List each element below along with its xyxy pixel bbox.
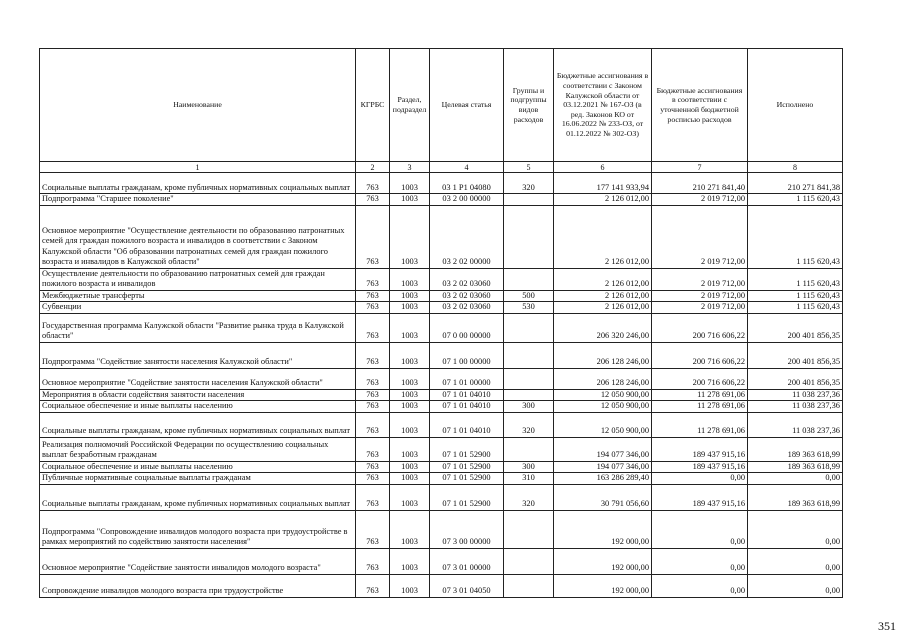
row-group: 310 — [504, 473, 554, 485]
row-budget-law: 206 320 246,00 — [554, 313, 652, 342]
row-name: Основное мероприятие "Осуществление деятельности по образованию патронатных семей для граждан пожилого возраста и инвалидов в соответствии с Законом Калужской области "Об образовании патронатных семей для граждан пожилого возраста и инвалидов в Калужской области" — [40, 205, 356, 268]
row-budget-law: 2 126 012,00 — [554, 194, 652, 206]
row-executed: 11 038 237,36 — [748, 412, 843, 437]
row-budget-refined: 11 278 691,06 — [652, 412, 748, 437]
row-section: 1003 — [390, 268, 430, 290]
row-group: 320 — [504, 484, 554, 510]
row-kgrbs: 763 — [356, 205, 390, 268]
row-name: Осуществление деятельности по образованию патронатных семей для граждан пожилого возраста и инвалидов — [40, 268, 356, 290]
row-group — [504, 510, 554, 548]
row-target: 07 1 01 52900 — [430, 473, 504, 485]
row-kgrbs: 763 — [356, 389, 390, 401]
row-group: 320 — [504, 173, 554, 194]
table-row — [40, 205, 843, 268]
row-kgrbs: 763 — [356, 437, 390, 461]
row-budget-law: 2 126 012,00 — [554, 302, 652, 314]
row-budget-refined: 0,00 — [652, 510, 748, 548]
row-section: 1003 — [390, 368, 430, 389]
row-group — [504, 574, 554, 597]
row-group: 500 — [504, 290, 554, 302]
page-number: 351 — [878, 619, 896, 633]
table-row — [40, 173, 843, 194]
column-number: 8 — [748, 162, 843, 173]
row-budget-law: 30 791 056,60 — [554, 484, 652, 510]
row-kgrbs: 763 — [356, 313, 390, 342]
header-budget-refined: Бюджетные ассигнования в соответствии с уточненной бюджетной росписью расходов — [652, 49, 748, 162]
table-row — [40, 290, 843, 302]
row-section: 1003 — [390, 205, 430, 268]
row-group — [504, 548, 554, 574]
row-budget-refined: 2 019 712,00 — [652, 205, 748, 268]
row-executed: 189 363 618,99 — [748, 437, 843, 461]
row-target: 07 1 01 04010 — [430, 412, 504, 437]
row-name: Социальные выплаты гражданам, кроме публичных нормативных социальных выплат — [40, 484, 356, 510]
header-groups: Группы и подгруппы видов расходов — [504, 49, 554, 162]
row-budget-law: 192 000,00 — [554, 574, 652, 597]
row-name: Подпрограмма "Содействие занятости населения Калужской области" — [40, 342, 356, 368]
row-target: 07 1 01 52900 — [430, 437, 504, 461]
table-row — [40, 268, 843, 290]
row-name: Подпрограмма "Сопровождение инвалидов молодого возраста при трудоустройстве в рамках мероприятий по содействию занятости населения" — [40, 510, 356, 548]
row-name: Мероприятия в области содействия занятости населения — [40, 389, 356, 401]
row-target: 03 2 00 00000 — [430, 194, 504, 206]
row-kgrbs: 763 — [356, 368, 390, 389]
row-target: 03 1 Р1 04080 — [430, 173, 504, 194]
row-budget-refined: 2 019 712,00 — [652, 290, 748, 302]
row-target: 07 0 00 00000 — [430, 313, 504, 342]
row-kgrbs: 763 — [356, 342, 390, 368]
row-executed: 200 401 856,35 — [748, 342, 843, 368]
table-row — [40, 342, 843, 368]
row-budget-law: 194 077 346,00 — [554, 437, 652, 461]
row-target: 07 1 01 00000 — [430, 368, 504, 389]
column-number: 5 — [504, 162, 554, 173]
table-row — [40, 302, 843, 314]
row-section: 1003 — [390, 313, 430, 342]
row-executed: 200 401 856,35 — [748, 368, 843, 389]
row-budget-law: 192 000,00 — [554, 510, 652, 548]
column-number: 4 — [430, 162, 504, 173]
row-budget-refined: 189 437 915,16 — [652, 461, 748, 473]
row-executed: 11 038 237,36 — [748, 401, 843, 413]
row-name: Основное мероприятие "Содействие занятости населения Калужской области" — [40, 368, 356, 389]
row-group — [504, 437, 554, 461]
row-name: Сопровождение инвалидов молодого возраста при трудоустройстве — [40, 574, 356, 597]
row-budget-refined: 189 437 915,16 — [652, 484, 748, 510]
row-section: 1003 — [390, 473, 430, 485]
row-budget-law: 177 141 933,94 — [554, 173, 652, 194]
row-executed: 1 115 620,43 — [748, 205, 843, 268]
row-target: 07 1 01 52900 — [430, 484, 504, 510]
row-kgrbs: 763 — [356, 302, 390, 314]
row-budget-refined: 2 019 712,00 — [652, 302, 748, 314]
row-kgrbs: 763 — [356, 268, 390, 290]
budget-table — [39, 48, 843, 598]
row-kgrbs: 763 — [356, 173, 390, 194]
row-executed: 0,00 — [748, 574, 843, 597]
row-group — [504, 205, 554, 268]
row-group — [504, 313, 554, 342]
row-budget-refined: 0,00 — [652, 473, 748, 485]
row-budget-refined: 0,00 — [652, 574, 748, 597]
row-section: 1003 — [390, 173, 430, 194]
row-group — [504, 194, 554, 206]
row-group — [504, 342, 554, 368]
row-budget-refined: 210 271 841,40 — [652, 173, 748, 194]
column-number: 6 — [554, 162, 652, 173]
row-kgrbs: 763 — [356, 412, 390, 437]
row-section: 1003 — [390, 194, 430, 206]
row-name: Социальные выплаты гражданам, кроме публичных нормативных социальных выплат — [40, 173, 356, 194]
row-group — [504, 389, 554, 401]
row-target: 03 2 02 03060 — [430, 290, 504, 302]
row-budget-law: 2 126 012,00 — [554, 290, 652, 302]
column-number: 2 — [356, 162, 390, 173]
row-target: 03 2 02 03060 — [430, 302, 504, 314]
row-section: 1003 — [390, 412, 430, 437]
row-target: 07 1 01 52900 — [430, 461, 504, 473]
row-kgrbs: 763 — [356, 473, 390, 485]
row-budget-law: 163 286 289,40 — [554, 473, 652, 485]
row-budget-refined: 200 716 606,22 — [652, 313, 748, 342]
row-section: 1003 — [390, 290, 430, 302]
row-group: 320 — [504, 412, 554, 437]
table-body — [40, 173, 843, 598]
table-row — [40, 473, 843, 485]
row-executed: 189 363 618,99 — [748, 461, 843, 473]
row-section: 1003 — [390, 574, 430, 597]
header-name: Наименование — [40, 49, 356, 162]
row-name: Субвенции — [40, 302, 356, 314]
row-budget-refined: 0,00 — [652, 548, 748, 574]
row-executed: 1 115 620,43 — [748, 194, 843, 206]
row-name: Государственная программа Калужской области "Развитие рынка труда в Калужской области" — [40, 313, 356, 342]
header-target: Целевая статья — [430, 49, 504, 162]
row-budget-refined: 189 437 915,16 — [652, 437, 748, 461]
row-group — [504, 368, 554, 389]
row-executed: 1 115 620,43 — [748, 290, 843, 302]
row-budget-law: 2 126 012,00 — [554, 205, 652, 268]
row-target: 03 2 02 03060 — [430, 268, 504, 290]
table-row — [40, 461, 843, 473]
column-number: 1 — [40, 162, 356, 173]
row-group: 530 — [504, 302, 554, 314]
row-target: 03 2 02 00000 — [430, 205, 504, 268]
row-target: 07 1 01 04010 — [430, 401, 504, 413]
row-kgrbs: 763 — [356, 510, 390, 548]
row-executed: 210 271 841,38 — [748, 173, 843, 194]
row-budget-law: 194 077 346,00 — [554, 461, 652, 473]
row-group — [504, 268, 554, 290]
row-section: 1003 — [390, 548, 430, 574]
row-executed: 1 115 620,43 — [748, 302, 843, 314]
row-target: 07 3 00 00000 — [430, 510, 504, 548]
row-budget-refined: 2 019 712,00 — [652, 268, 748, 290]
row-group: 300 — [504, 401, 554, 413]
row-target: 07 3 01 00000 — [430, 548, 504, 574]
row-budget-law: 12 050 900,00 — [554, 412, 652, 437]
row-name: Публичные нормативные социальные выплаты гражданам — [40, 473, 356, 485]
row-kgrbs: 763 — [356, 484, 390, 510]
row-budget-refined: 2 019 712,00 — [652, 194, 748, 206]
table-row — [40, 313, 843, 342]
header-budget-law: Бюджетные ассигнования в соответствии с Законом Калужской области от 03.12.2021 № 167-ОЗ (в ред. Законов КО от 16.06.2022 № 233-ОЗ, от 01.12.2022 № 302-ОЗ) — [554, 49, 652, 162]
column-number: 7 — [652, 162, 748, 173]
row-kgrbs: 763 — [356, 194, 390, 206]
row-name: Социальное обеспечение и иные выплаты населению — [40, 461, 356, 473]
row-executed: 0,00 — [748, 548, 843, 574]
row-section: 1003 — [390, 484, 430, 510]
row-section: 1003 — [390, 401, 430, 413]
row-budget-law: 12 050 900,00 — [554, 401, 652, 413]
row-budget-refined: 11 278 691,06 — [652, 401, 748, 413]
table-row — [40, 401, 843, 413]
table-row — [40, 510, 843, 548]
column-number: 3 — [390, 162, 430, 173]
row-name: Подпрограмма "Старшее поколение" — [40, 194, 356, 206]
row-name: Межбюджетные трансферты — [40, 290, 356, 302]
row-group: 300 — [504, 461, 554, 473]
row-budget-law: 206 128 246,00 — [554, 342, 652, 368]
row-name: Основное мероприятие "Содействие занятости инвалидов молодого возраста" — [40, 548, 356, 574]
row-section: 1003 — [390, 510, 430, 548]
row-executed: 189 363 618,99 — [748, 484, 843, 510]
row-budget-refined: 200 716 606,22 — [652, 368, 748, 389]
row-kgrbs: 763 — [356, 548, 390, 574]
header-section: Раздел, подраздел — [390, 49, 430, 162]
table-row — [40, 548, 843, 574]
table-row — [40, 412, 843, 437]
row-section: 1003 — [390, 389, 430, 401]
column-number-row — [40, 162, 843, 173]
row-kgrbs: 763 — [356, 574, 390, 597]
table-row — [40, 437, 843, 461]
row-executed: 1 115 620,43 — [748, 268, 843, 290]
row-section: 1003 — [390, 302, 430, 314]
table-row — [40, 368, 843, 389]
row-budget-refined: 200 716 606,22 — [652, 342, 748, 368]
header-executed: Исполнено — [748, 49, 843, 162]
table-row — [40, 194, 843, 206]
row-section: 1003 — [390, 437, 430, 461]
row-budget-law: 192 000,00 — [554, 548, 652, 574]
header-kgrbs: КГРБС — [356, 49, 390, 162]
row-target: 07 1 00 00000 — [430, 342, 504, 368]
table-header-row — [40, 49, 843, 162]
row-executed: 0,00 — [748, 473, 843, 485]
row-executed: 200 401 856,35 — [748, 313, 843, 342]
row-executed: 11 038 237,36 — [748, 389, 843, 401]
row-kgrbs: 763 — [356, 401, 390, 413]
row-budget-refined: 11 278 691,06 — [652, 389, 748, 401]
row-name: Социальное обеспечение и иные выплаты населению — [40, 401, 356, 413]
row-section: 1003 — [390, 342, 430, 368]
table-row — [40, 389, 843, 401]
row-budget-law: 2 126 012,00 — [554, 268, 652, 290]
table-row — [40, 484, 843, 510]
row-target: 07 1 01 04010 — [430, 389, 504, 401]
row-name: Реализация полномочий Российской Федерации по осуществлению социальных выплат безработным гражданам — [40, 437, 356, 461]
row-name: Социальные выплаты гражданам, кроме публичных нормативных социальных выплат — [40, 412, 356, 437]
row-kgrbs: 763 — [356, 461, 390, 473]
row-section: 1003 — [390, 461, 430, 473]
row-kgrbs: 763 — [356, 290, 390, 302]
row-budget-law: 12 050 900,00 — [554, 389, 652, 401]
row-budget-law: 206 128 246,00 — [554, 368, 652, 389]
row-target: 07 3 01 04050 — [430, 574, 504, 597]
row-executed: 0,00 — [748, 510, 843, 548]
table-row — [40, 574, 843, 597]
